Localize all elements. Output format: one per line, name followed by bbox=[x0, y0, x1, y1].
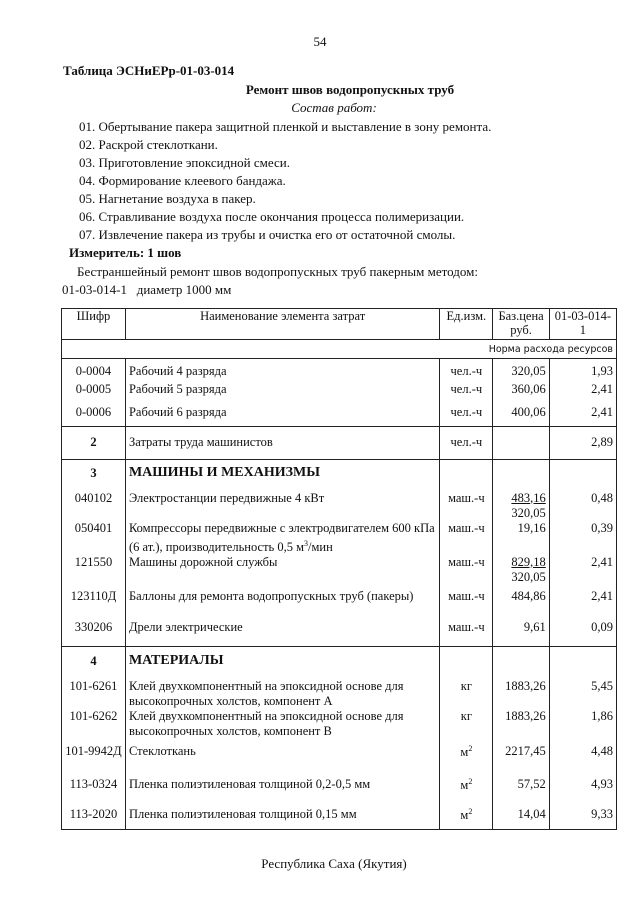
row-price: 1883,26 bbox=[493, 676, 549, 709]
row-norm: 2,41 bbox=[549, 382, 616, 405]
row-unit: маш.-ч bbox=[440, 620, 493, 647]
table-row bbox=[62, 804, 617, 830]
row-code: 2 bbox=[62, 427, 126, 460]
section-title: МАТЕРИАЛЫ bbox=[125, 647, 439, 676]
footer-region: Республика Саха (Якутия) bbox=[261, 856, 407, 871]
row-name: Машины дорожной службы bbox=[125, 555, 439, 589]
table-row bbox=[62, 487, 617, 521]
header-price-line1: Баз.цена bbox=[498, 309, 544, 323]
row-unit: маш.-ч bbox=[440, 555, 493, 589]
row-price: 19,16 bbox=[493, 521, 549, 555]
row-unit bbox=[440, 774, 493, 804]
row-code: 101-6261 bbox=[62, 676, 126, 709]
table-header-row bbox=[62, 309, 617, 340]
row-name-text: Компрессоры передвижные с электродвигателем 600 кПа (6 ат.), производительность 0,5 м bbox=[128, 520, 435, 554]
norm-caption-row bbox=[62, 340, 617, 359]
row-name: Рабочий 6 разряда bbox=[125, 405, 439, 427]
row-price: 484,86 bbox=[493, 589, 549, 620]
work-step: 01. Обертывание пакера защитной пленкой и выставление в зону ремонта. bbox=[79, 119, 492, 134]
section-code: 4 bbox=[62, 647, 126, 676]
row-norm: 0,48 bbox=[549, 487, 616, 521]
page-number: 54 bbox=[313, 34, 327, 49]
row-unit: кг bbox=[440, 676, 493, 709]
row-code: 113-2020 bbox=[62, 804, 126, 830]
table-code: Таблица ЭСНиЕРр-01-03-014 bbox=[63, 63, 235, 78]
header-norm: 01-03-014-1 bbox=[549, 309, 616, 340]
row-price bbox=[493, 487, 549, 521]
row-unit-text: м bbox=[460, 777, 469, 792]
row-code: 123110Д bbox=[62, 589, 126, 620]
work-steps-list bbox=[79, 118, 491, 244]
table-row bbox=[62, 744, 617, 774]
row-norm: 2,41 bbox=[549, 589, 616, 620]
row-price: 57,52 bbox=[493, 774, 549, 804]
row-price-current: 483,16 bbox=[511, 490, 546, 505]
row-unit bbox=[440, 744, 493, 774]
row-price bbox=[493, 555, 549, 589]
row-price-operator: 320,05 bbox=[511, 505, 546, 520]
row-name: Клей двухкомпонентный на эпоксидной основе для высокопрочных холстов, компонент А bbox=[125, 676, 439, 709]
row-price bbox=[493, 427, 549, 460]
row-norm: 0,39 bbox=[549, 521, 616, 555]
work-step: 02. Раскрой стеклоткани. bbox=[79, 137, 218, 152]
row-name: Рабочий 5 разряда bbox=[125, 382, 439, 405]
row-name: Электростанции передвижные 4 кВт bbox=[125, 487, 439, 521]
row-code: 121550 bbox=[62, 555, 126, 589]
row-price-current: 829,18 bbox=[511, 554, 546, 569]
row-price: 14,04 bbox=[493, 804, 549, 830]
row-code: 101-9942Д bbox=[62, 744, 126, 774]
row-name: Пленка полиэтиленовая толщиной 0,15 мм bbox=[125, 804, 439, 830]
row-price: 9,61 bbox=[493, 620, 549, 647]
row-unit-text: м bbox=[460, 744, 469, 759]
document-title: Ремонт швов водопропускных труб bbox=[245, 82, 455, 97]
work-composition-heading: Состав работ: bbox=[291, 100, 377, 115]
variant-line: 01-03-014-1 диаметр 1000 мм bbox=[62, 282, 232, 297]
table-row bbox=[62, 521, 617, 555]
row-unit: маш.-ч bbox=[440, 487, 493, 521]
row-norm: 1,86 bbox=[549, 709, 616, 744]
row-unit: чел.-ч bbox=[440, 382, 493, 405]
table-row bbox=[62, 709, 617, 744]
table-row bbox=[62, 589, 617, 620]
unit-superscript: 2 bbox=[468, 776, 473, 786]
unit-superscript: 2 bbox=[468, 743, 473, 753]
row-name: Рабочий 4 разряда bbox=[125, 359, 439, 382]
header-price bbox=[493, 309, 549, 340]
header-code: Шифр bbox=[62, 309, 126, 340]
row-unit bbox=[440, 804, 493, 830]
row-code: 050401 bbox=[62, 521, 126, 555]
row-price: 320,05 bbox=[493, 359, 549, 382]
table-row bbox=[62, 774, 617, 804]
measurement-unit: Измеритель: 1 шов bbox=[69, 245, 182, 260]
work-step: 03. Приготовление эпоксидной смеси. bbox=[79, 155, 290, 170]
method-description: Бестраншейный ремонт швов водопропускных труб пакерным методом: bbox=[77, 264, 478, 279]
section-row-machines bbox=[62, 460, 617, 487]
row-price: 1883,26 bbox=[493, 709, 549, 744]
row-unit: кг bbox=[440, 709, 493, 744]
header-unit: Ед.изм. bbox=[440, 309, 493, 340]
row-norm: 5,45 bbox=[549, 676, 616, 709]
row-norm: 1,93 bbox=[549, 359, 616, 382]
row-code: 330206 bbox=[62, 620, 126, 647]
row-norm: 2,89 bbox=[549, 427, 616, 460]
row-price: 400,06 bbox=[493, 405, 549, 427]
unit-superscript: 3 bbox=[304, 538, 309, 548]
row-norm: 2,41 bbox=[549, 555, 616, 589]
row-name: Затраты труда машинистов bbox=[125, 427, 439, 460]
row-unit: чел.-ч bbox=[440, 359, 493, 382]
unit-superscript: 2 bbox=[468, 806, 473, 816]
row-name: Пленка полиэтиленовая толщиной 0,2-0,5 мм bbox=[125, 774, 439, 804]
row-norm: 4,48 bbox=[549, 744, 616, 774]
work-step: 07. Извлечение пакера из трубы и очистка его от остаточной смолы. bbox=[79, 227, 456, 242]
cost-table bbox=[61, 308, 617, 830]
row-unit: чел.-ч bbox=[440, 405, 493, 427]
row-price: 2217,45 bbox=[493, 744, 549, 774]
row-name-tail: /мин bbox=[308, 539, 333, 554]
row-norm: 0,09 bbox=[549, 620, 616, 647]
table-row bbox=[62, 405, 617, 427]
row-code: 101-6262 bbox=[62, 709, 126, 744]
row-price-operator: 320,05 bbox=[511, 569, 546, 584]
table-row bbox=[62, 427, 617, 460]
norm-caption: Норма расхода ресурсов bbox=[62, 340, 617, 359]
row-price: 360,06 bbox=[493, 382, 549, 405]
section-title: МАШИНЫ И МЕХАНИЗМЫ bbox=[125, 460, 439, 487]
row-code: 0-0004 bbox=[62, 359, 126, 382]
work-step: 06. Стравливание воздуха после окончания процесса полимеризации. bbox=[79, 209, 465, 224]
row-norm: 2,41 bbox=[549, 405, 616, 427]
section-code: 3 bbox=[62, 460, 126, 487]
row-name: Стеклоткань bbox=[125, 744, 439, 774]
table-row bbox=[62, 359, 617, 382]
work-step: 04. Формирование клеевого бандажа. bbox=[79, 173, 286, 188]
row-name: Дрели электрические bbox=[125, 620, 439, 647]
header-name: Наименование элемента затрат bbox=[125, 309, 439, 340]
section-row-materials bbox=[62, 647, 617, 676]
table-row bbox=[62, 555, 617, 589]
row-unit: маш.-ч bbox=[440, 589, 493, 620]
table-row bbox=[62, 382, 617, 405]
row-code: 040102 bbox=[62, 487, 126, 521]
header-price-line2: руб. bbox=[510, 323, 532, 337]
row-norm: 9,33 bbox=[549, 804, 616, 830]
work-step: 05. Нагнетание воздуха в пакер. bbox=[79, 191, 256, 206]
row-code: 0-0005 bbox=[62, 382, 126, 405]
table-row bbox=[62, 620, 617, 647]
row-unit-text: м bbox=[460, 807, 469, 822]
row-unit: маш.-ч bbox=[440, 521, 493, 555]
table-row bbox=[62, 676, 617, 709]
row-norm: 4,93 bbox=[549, 774, 616, 804]
row-unit: чел.-ч bbox=[440, 427, 493, 460]
row-name: Баллоны для ремонта водопропускных труб (пакеры) bbox=[125, 589, 439, 620]
row-name bbox=[125, 521, 439, 555]
row-code: 113-0324 bbox=[62, 774, 126, 804]
row-name: Клей двухкомпонентный на эпоксидной основе для высокопрочных холстов, компонент В bbox=[125, 709, 439, 744]
row-code: 0-0006 bbox=[62, 405, 126, 427]
